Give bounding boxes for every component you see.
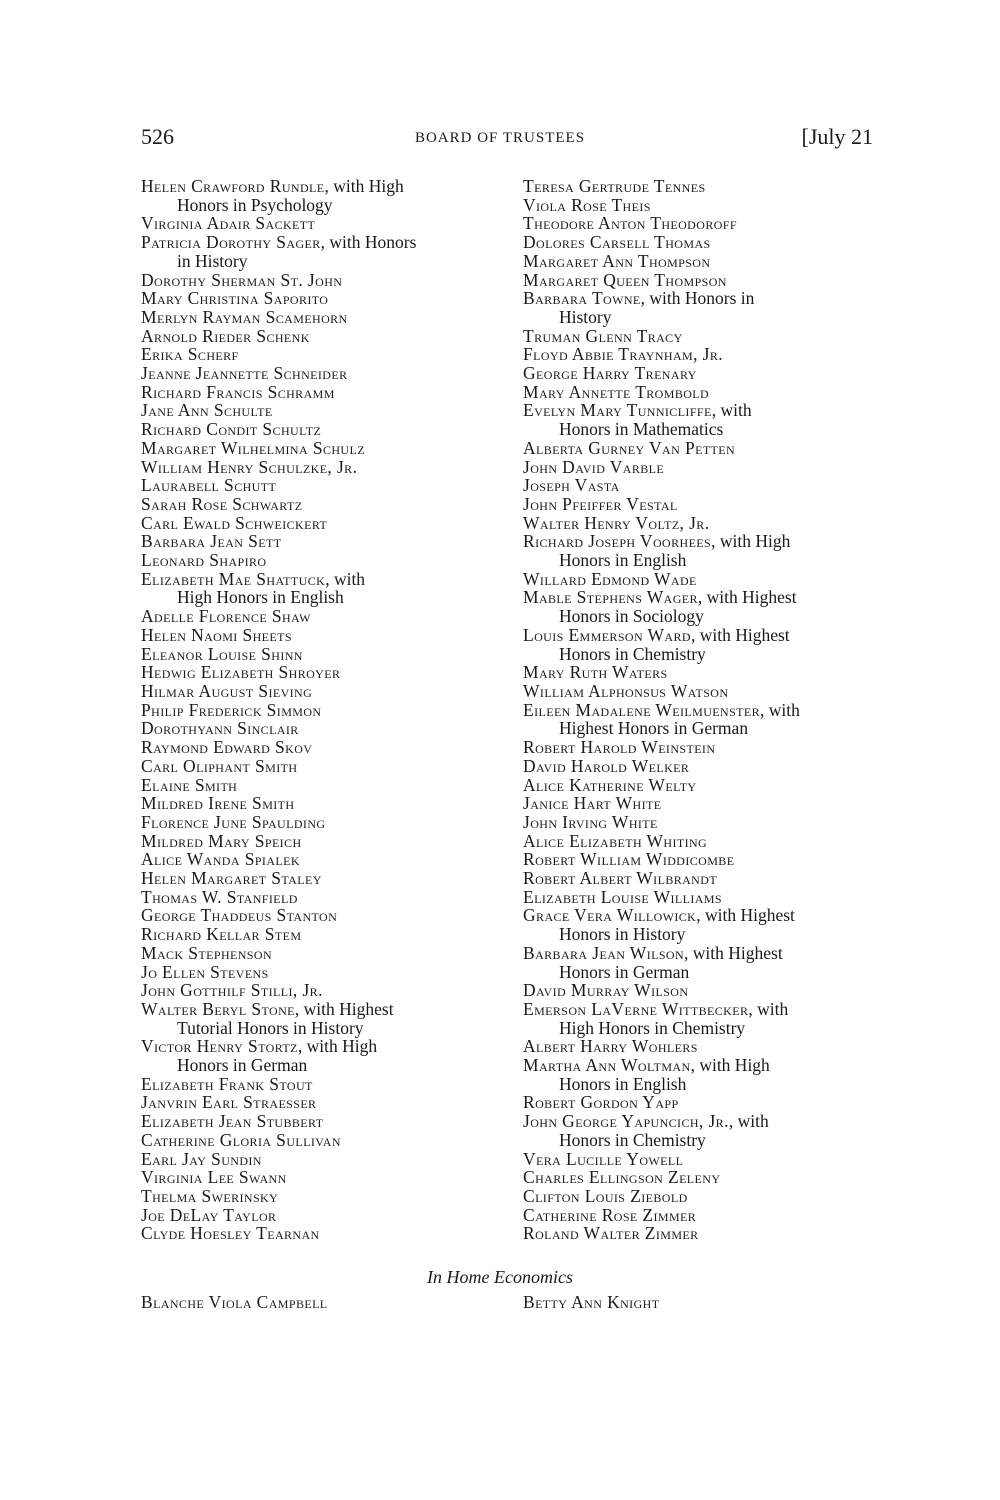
graduate-entry — [141, 514, 511, 533]
graduate-entry — [141, 327, 511, 346]
graduate-entry — [141, 888, 511, 907]
graduate-name: John Gotthilf Stilli, Jr. — [141, 980, 323, 1001]
graduate-name: Eileen Madalene Weilmuenster — [523, 699, 761, 720]
graduate-entry — [141, 925, 511, 944]
graduate-name: Martha Ann Woltman — [523, 1055, 691, 1076]
graduate-name: William Alphonsus Watson — [523, 680, 729, 701]
graduate-name: Barbara Towne — [523, 288, 641, 309]
graduate-name: Virginia Adair Sackett — [141, 213, 316, 234]
graduate-name: Margaret Queen Thompson — [523, 269, 727, 290]
graduate-name: Alice Wanda Spialek — [141, 849, 300, 870]
graduate-entry — [523, 588, 893, 625]
graduate-entry — [141, 383, 511, 402]
graduate-entry — [141, 439, 511, 458]
graduate-entry — [523, 439, 893, 458]
graduate-name: Helen Naomi Sheets — [141, 624, 292, 645]
honors-continuation: Honors in Mathematics — [559, 419, 724, 440]
graduate-name: Eleanor Louise Shinn — [141, 643, 303, 664]
left-column — [141, 177, 511, 1243]
graduate-name: Walter Henry Voltz, Jr. — [523, 512, 710, 533]
right-column — [523, 177, 893, 1243]
graduate-name: Thomas W. Stanfield — [141, 886, 298, 907]
graduate-name: John Pfeiffer Vestal — [523, 493, 678, 514]
graduate-name: Erika Scherf — [141, 344, 239, 365]
graduate-name: Laurabell Schutt — [141, 475, 277, 496]
graduate-entry — [523, 177, 893, 196]
honors-continuation: Honors in German — [559, 961, 690, 982]
graduate-entry — [523, 869, 893, 888]
graduate-entry — [523, 738, 893, 757]
graduate-entry — [141, 364, 511, 383]
graduate-name: John George Yapuncich, Jr. — [523, 1111, 729, 1132]
graduate-entry — [523, 401, 893, 438]
honors-note: , with — [748, 998, 789, 1019]
graduate-name: Carl Oliphant Smith — [141, 755, 298, 776]
graduate-name: Adelle Florence Shaw — [141, 606, 311, 627]
graduate-entry — [141, 1093, 511, 1112]
graduate-name: Barbara Jean Sett — [141, 531, 282, 552]
header-date: [July 21 — [801, 124, 873, 149]
graduate-entry — [141, 682, 511, 701]
graduate-entry — [523, 1168, 893, 1187]
graduate-name: Elizabeth Jean Stubbert — [141, 1111, 324, 1132]
graduate-entry — [523, 1056, 893, 1093]
graduate-name: Louis Emmerson Ward — [523, 624, 691, 645]
graduate-name: Joe DeLay Taylor — [141, 1204, 277, 1225]
graduate-entry — [523, 514, 893, 533]
graduate-name: Teresa Gertrude Tennes — [523, 176, 706, 196]
graduate-name: Alice Katherine Welty — [523, 774, 697, 795]
graduate-name: Mack Stephenson — [141, 942, 273, 963]
honors-note: , with Highest — [684, 942, 783, 963]
graduate-name: Jeanne Jeannette Schneider — [141, 363, 348, 384]
graduate-entry — [523, 1206, 893, 1225]
graduate-entry — [141, 214, 511, 233]
graduate-name: Jo Ellen Stevens — [141, 961, 269, 982]
graduate-entry — [523, 626, 893, 663]
graduate-name: George Harry Trenary — [523, 363, 697, 384]
graduate-name: Mary Christina Saporito — [141, 288, 329, 309]
graduate-entry — [523, 1093, 893, 1112]
honors-note: , with High — [297, 1036, 378, 1057]
graduate-entry — [141, 570, 511, 607]
graduate-name: Arnold Rieder Schenk — [141, 325, 310, 346]
graduate-entry — [141, 233, 511, 270]
graduate-entry — [141, 850, 511, 869]
honors-note: , with Honors — [320, 232, 417, 253]
honors-continuation: Honors in German — [177, 1055, 308, 1076]
graduate-name: Earl Jay Sundin — [141, 1148, 262, 1169]
graduate-entry — [141, 532, 511, 551]
honors-continuation: History — [559, 306, 612, 327]
graduate-name: Robert Albert Wilbrandt — [523, 868, 718, 889]
graduate-name: Jane Ann Schulte — [141, 400, 273, 421]
graduate-entry — [523, 682, 893, 701]
graduate-entry — [141, 869, 511, 888]
honors-note: , with — [760, 699, 800, 720]
graduate-name: Helen Margaret Staley — [141, 868, 322, 889]
graduate-entry — [141, 1168, 511, 1187]
graduate-entry — [141, 1131, 511, 1150]
honors-note: , with — [711, 400, 752, 421]
honors-continuation: Honors in Chemistry — [559, 1129, 706, 1150]
graduate-name: Dorothyann Sinclair — [141, 718, 299, 739]
graduate-entry — [523, 1037, 893, 1056]
honors-continuation: in History — [177, 250, 248, 271]
graduate-entry — [141, 757, 511, 776]
graduate-name: Margaret Ann Thompson — [523, 250, 711, 271]
graduate-entry — [141, 738, 511, 757]
honors-note: , with High — [324, 176, 404, 196]
honors-note: , with — [728, 1111, 769, 1132]
graduate-name: Richard Condit Schultz — [141, 419, 322, 440]
graduate-name: David Murray Wilson — [523, 980, 689, 1001]
graduate-entry — [141, 1112, 511, 1131]
graduate-name: Hedwig Elizabeth Shroyer — [141, 662, 341, 683]
graduate-name: Merlyn Rayman Scamehorn — [141, 306, 348, 327]
graduate-entry — [141, 1075, 511, 1094]
graduate-name: Thelma Swerinsky — [141, 1185, 279, 1206]
graduate-name: Emerson LaVerne Wittbecker — [523, 998, 749, 1019]
graduate-entry — [141, 1150, 511, 1169]
graduate-name: Walter Beryl Stone — [141, 998, 295, 1019]
graduate-entry — [523, 345, 893, 364]
graduate-entry — [523, 327, 893, 346]
honors-continuation: High Honors in English — [177, 587, 344, 608]
graduate-name: Mildred Mary Speich — [141, 830, 302, 851]
graduate-name: Mary Ruth Waters — [523, 662, 668, 683]
graduate-entry — [141, 495, 511, 514]
graduate-entry — [141, 981, 511, 1000]
graduate-name: Virginia Lee Swann — [141, 1167, 287, 1188]
graduate-entry — [523, 663, 893, 682]
graduate-entry — [141, 906, 511, 925]
graduate-entry — [141, 289, 511, 308]
graduate-name: Roland Walter Zimmer — [523, 1223, 699, 1244]
graduate-entry — [523, 1150, 893, 1169]
graduate-name: Theodore Anton Theodoroff — [523, 213, 737, 234]
graduate-name: Willard Edmond Wade — [523, 568, 697, 589]
honors-continuation: Honors in English — [559, 1073, 687, 1094]
honors-continuation: Highest Honors in German — [559, 718, 749, 739]
graduate-name: Grace Vera Willowick — [523, 905, 697, 926]
graduate-entry — [523, 888, 893, 907]
graduate-name: Blanche Viola Campbell — [141, 1292, 328, 1312]
graduate-entry — [141, 1187, 511, 1206]
graduate-name: Charles Ellingson Zeleny — [523, 1167, 721, 1188]
honors-continuation: Tutorial Honors in History — [177, 1017, 364, 1038]
honors-note: , with Highest — [697, 587, 797, 608]
graduate-name: Truman Glenn Tracy — [523, 325, 683, 346]
graduate-entry — [141, 401, 511, 420]
graduate-entry — [523, 532, 893, 569]
graduate-name: Sarah Rose Schwartz — [141, 493, 303, 514]
graduate-name: Richard Joseph Voorhees — [523, 531, 712, 552]
graduate-entry — [141, 271, 511, 290]
graduate-entry — [523, 906, 893, 943]
graduate-entry — [523, 813, 893, 832]
graduate-name: Richard Kellar Stem — [141, 924, 302, 945]
graduate-entry — [523, 383, 893, 402]
graduate-entry — [523, 832, 893, 851]
graduate-name: Elizabeth Louise Williams — [523, 886, 722, 907]
graduate-name: Clyde Hoesley Tearnan — [141, 1223, 320, 1244]
graduate-name: Albert Harry Wohlers — [523, 1036, 698, 1057]
graduate-entry — [523, 476, 893, 495]
page-number: 526 — [141, 124, 174, 149]
graduate-name: Dolores Carsell Thomas — [523, 232, 711, 253]
graduate-name: Barbara Jean Wilson — [523, 942, 685, 963]
graduate-name: Richard Francis Schramm — [141, 381, 335, 402]
graduate-entry — [141, 645, 511, 664]
graduate-name: Janice Hart White — [523, 793, 662, 814]
graduate-entry — [523, 1000, 893, 1037]
honors-continuation: Honors in History — [559, 924, 686, 945]
graduate-entry — [523, 252, 893, 271]
graduate-name: George Thaddeus Stanton — [141, 905, 338, 926]
graduate-name: Dorothy Sherman St. John — [141, 269, 343, 290]
graduate-entry — [523, 364, 893, 383]
graduate-name: Florence June Spaulding — [141, 811, 326, 832]
graduate-entry — [523, 214, 893, 233]
honors-continuation: Honors in English — [559, 550, 687, 571]
graduate-name: John Irving White — [523, 811, 658, 832]
honors-continuation: Honors in Sociology — [559, 606, 704, 627]
graduate-entry — [523, 570, 893, 589]
graduate-entry — [141, 963, 511, 982]
graduate-entry — [523, 495, 893, 514]
graduate-name: Robert William Widdicombe — [523, 849, 735, 870]
graduate-name: Mildred Irene Smith — [141, 793, 295, 814]
graduate-name: Vera Lucille Yowell — [523, 1148, 684, 1169]
graduate-name: Carl Ewald Schweickert — [141, 512, 328, 533]
graduate-entry — [523, 981, 893, 1000]
graduate-name: Alice Elizabeth Whiting — [523, 830, 708, 851]
graduate-entry — [523, 233, 893, 252]
graduate-name: Helen Crawford Rundle — [141, 176, 325, 196]
graduate-name: Floyd Abbie Traynham, Jr. — [523, 344, 724, 365]
graduate-name: Robert Harold Weinstein — [523, 737, 716, 758]
graduate-name: Elizabeth Frank Stout — [141, 1073, 313, 1094]
graduate-name: David Harold Welker — [523, 755, 690, 776]
graduate-entry — [523, 1187, 893, 1206]
graduate-name: Patricia Dorothy Sager — [141, 232, 321, 253]
graduate-entry — [141, 420, 511, 439]
graduate-name: Elaine Smith — [141, 774, 238, 795]
graduate-entry — [141, 832, 511, 851]
honors-continuation: Honors in Chemistry — [559, 643, 706, 664]
page-header — [0, 124, 1000, 158]
graduate-name: Evelyn Mary Tunnicliffe — [523, 400, 712, 421]
section-subheading: In Home Economics — [427, 1267, 573, 1287]
graduate-entry — [141, 794, 511, 813]
graduate-entry — [141, 663, 511, 682]
graduate-name: John David Varble — [523, 456, 665, 477]
honors-note: , with Highest — [690, 624, 790, 645]
graduate-entry — [141, 1206, 511, 1225]
honors-note: , with Highest — [294, 998, 394, 1019]
graduate-name: Leonard Shapiro — [141, 550, 267, 571]
honors-note: , with Highest — [696, 905, 795, 926]
graduate-entry — [523, 271, 893, 290]
honors-note: , with — [325, 568, 366, 589]
graduate-name: Raymond Edward Skov — [141, 737, 313, 758]
graduate-name: Betty Ann Knight — [523, 1292, 660, 1312]
graduate-name: Mable Stephens Wager — [523, 587, 698, 608]
graduate-entry — [523, 944, 893, 981]
honors-note: , with Honors in — [640, 288, 755, 309]
graduate-name: William Henry Schulzke, Jr. — [141, 456, 358, 477]
graduate-entry — [523, 1112, 893, 1149]
honors-note: , with High — [690, 1055, 770, 1076]
graduate-name: Margaret Wilhelmina Schulz — [141, 437, 365, 458]
graduate-entry — [523, 757, 893, 776]
graduate-name: Elizabeth Mae Shattuck — [141, 568, 326, 589]
graduate-entry — [141, 177, 511, 214]
graduate-entry — [141, 1037, 511, 1074]
graduate-name: Catherine Rose Zimmer — [523, 1204, 697, 1225]
graduate-entry — [141, 626, 511, 645]
graduate-entry — [141, 813, 511, 832]
graduate-name: Hilmar August Sieving — [141, 680, 313, 701]
graduate-entry — [141, 776, 511, 795]
graduate-entry — [141, 1000, 511, 1037]
graduate-entry — [141, 551, 511, 570]
graduate-entry — [523, 196, 893, 215]
graduate-entry — [523, 289, 893, 326]
graduate-name: Joseph Vasta — [523, 475, 620, 496]
graduate-name: Catherine Gloria Sullivan — [141, 1129, 341, 1150]
graduate-name: Alberta Gurney Van Petten — [523, 437, 736, 458]
graduate-entry — [141, 944, 511, 963]
graduate-entry — [523, 794, 893, 813]
honors-note: , with High — [711, 531, 791, 552]
honors-continuation: High Honors in Chemistry — [559, 1017, 746, 1038]
graduate-entry — [141, 701, 511, 720]
graduate-entry — [523, 1224, 893, 1243]
graduate-name: Victor Henry Stortz — [141, 1036, 298, 1057]
graduate-name: Robert Gordon Yapp — [523, 1092, 679, 1113]
graduate-entry — [141, 1224, 511, 1243]
graduate-name: Philip Frederick Simmon — [141, 699, 322, 720]
graduate-name: Clifton Louis Ziebold — [523, 1185, 688, 1206]
graduate-entry — [141, 345, 511, 364]
graduate-entry — [523, 458, 893, 477]
graduate-entry — [141, 607, 511, 626]
honors-continuation: Honors in Psychology — [177, 194, 333, 215]
graduate-entry — [141, 458, 511, 477]
graduate-entry — [523, 776, 893, 795]
graduate-name: Janvrin Earl Straesser — [141, 1092, 317, 1113]
graduate-entry — [141, 719, 511, 738]
running-head: BOARD OF TRUSTEES — [414, 130, 586, 146]
graduate-name: Mary Annette Trombold — [523, 381, 710, 402]
graduate-entry — [523, 850, 893, 869]
graduate-entry — [141, 308, 511, 327]
graduate-entry — [141, 476, 511, 495]
graduate-entry — [523, 701, 893, 738]
graduate-name: Viola Rose Theis — [523, 194, 651, 215]
